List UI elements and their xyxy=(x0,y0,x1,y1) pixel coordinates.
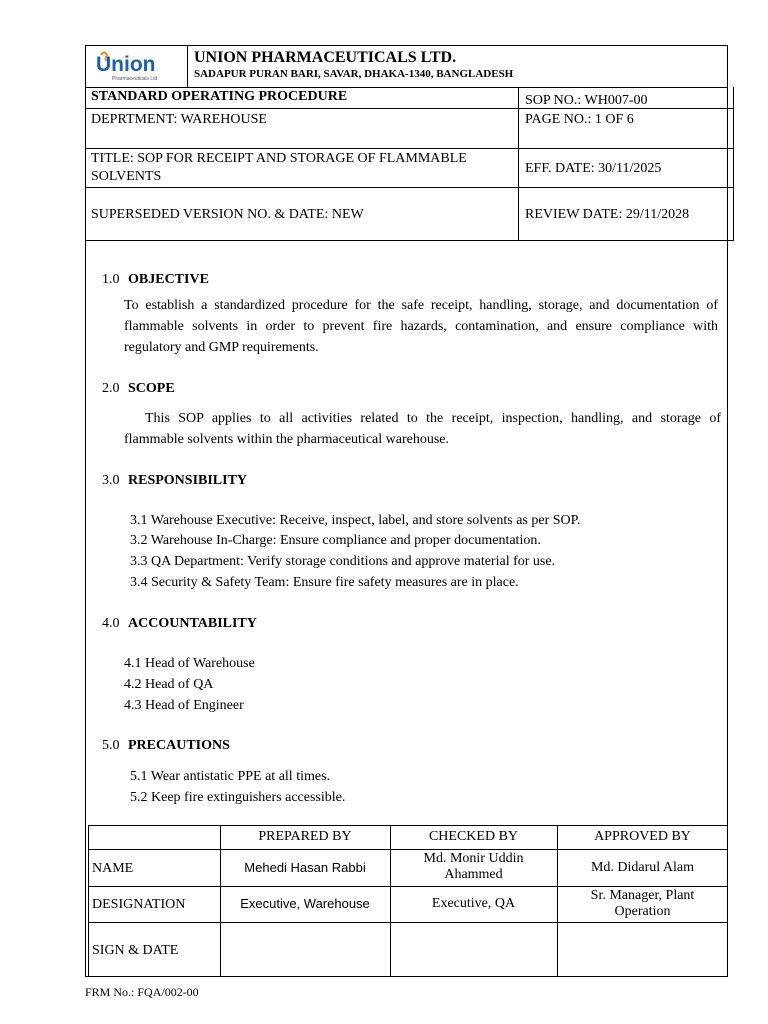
accountability-item: 4.2 Head of QA xyxy=(124,677,214,692)
section-heading-precautions: PRECAUTIONS xyxy=(128,738,230,753)
precaution-item: 5.2 Keep fire extinguishers accessible. xyxy=(130,790,346,805)
accountability-item: 4.3 Head of Engineer xyxy=(124,698,244,713)
header-right-edge xyxy=(733,87,734,240)
section-number: 3.0 xyxy=(102,473,120,488)
svg-text:Pharmaceuticals Ltd: Pharmaceuticals Ltd xyxy=(112,76,158,82)
form-number: FRM No.: FQA/002-00 xyxy=(85,985,199,999)
responsibility-item: 3.4 Security & Safety Team: Ensure fire safety measures are in place. xyxy=(130,575,519,590)
responsibility-item: 3.3 QA Department: Verify storage conditions and approve material for use. xyxy=(130,554,556,569)
approved-designation: Sr. Manager, Plant Operation xyxy=(590,888,695,919)
section-heading-scope: SCOPE xyxy=(128,381,175,396)
header-divider xyxy=(85,148,734,149)
signoff-table-border xyxy=(88,825,89,977)
company-name: UNION PHARMACEUTICALS LTD. xyxy=(194,49,457,66)
row-name: NAME xyxy=(92,861,134,876)
approved-name: Md. Didarul Alam xyxy=(590,860,695,875)
signoff-table-border xyxy=(88,886,728,887)
review-date: REVIEW DATE: 29/11/2028 xyxy=(525,207,690,222)
scope-line: This SOP applies to all activities related to the receipt, inspection, handling, and storage of xyxy=(145,411,721,426)
doc-type: STANDARD OPERATING PROCEDURE xyxy=(91,89,348,104)
header-divider xyxy=(85,240,734,241)
scope-line: flammable solvents within the pharmaceutical warehouse. xyxy=(124,432,450,447)
col-prepared-by: PREPARED BY xyxy=(258,829,352,844)
header-column-divider xyxy=(518,87,519,240)
doc-title-line1: TITLE: SOP FOR RECEIPT AND STORAGE OF FLAMMABLE xyxy=(91,151,467,166)
section-number: 4.0 xyxy=(102,616,120,631)
logo-divider xyxy=(187,45,188,87)
section-number: 2.0 xyxy=(102,381,120,396)
section-number: 1.0 xyxy=(102,272,120,287)
signoff-table-border xyxy=(88,825,728,826)
page-number: PAGE NO.: 1 OF 6 xyxy=(525,112,634,127)
row-designation: DESIGNATION xyxy=(92,897,186,912)
prepared-designation: Executive, Warehouse xyxy=(240,896,370,911)
signoff-table-border xyxy=(88,922,728,923)
prepared-name: Mehedi Hasan Rabbi xyxy=(244,860,366,875)
doc-title-line2: SOLVENTS xyxy=(91,169,162,184)
objective-line: To establish a standardized procedure for the safe receipt, handling, storage, and documentation of xyxy=(124,298,718,313)
svg-text:Union: Union xyxy=(96,53,156,76)
section-number: 5.0 xyxy=(102,738,120,753)
effective-date: EFF. DATE: 30/11/2025 xyxy=(525,161,662,176)
col-checked-by: CHECKED BY xyxy=(428,829,519,844)
accountability-item: 4.1 Head of Warehouse xyxy=(124,656,255,671)
precaution-item: 5.1 Wear antistatic PPE at all times. xyxy=(130,769,331,784)
checked-name: Md. Monir Uddin Ahammed xyxy=(423,851,524,882)
signoff-table-border xyxy=(88,849,728,850)
section-heading-accountability: ACCOUNTABILITY xyxy=(128,616,257,631)
company-address: SADAPUR PURAN BARI, SAVAR, DHAKA-1340, BANGLADESH xyxy=(194,68,514,80)
signoff-table-border xyxy=(557,825,558,977)
objective-line: flammable solvents in order to prevent fire hazards, contamination, and ensure compliance with xyxy=(124,319,718,334)
responsibility-item: 3.2 Warehouse In-Charge: Ensure compliance and proper documentation. xyxy=(130,533,541,548)
objective-line: regulatory and GMP requirements. xyxy=(124,340,319,355)
row-sign-date: SIGN & DATE xyxy=(92,943,179,958)
superseded-version: SUPERSEDED VERSION NO. & DATE: NEW xyxy=(91,207,364,222)
section-heading-objective: OBJECTIVE xyxy=(128,272,209,287)
col-approved-by: APPROVED BY xyxy=(594,829,691,844)
sop-number: SOP NO.: WH007-00 xyxy=(525,93,648,108)
header-divider xyxy=(85,187,734,188)
union-logo xyxy=(90,49,184,83)
department: DEPRTMENT: WAREHOUSE xyxy=(91,112,267,127)
responsibility-item: 3.1 Warehouse Executive: Receive, inspect, label, and store solvents as per SOP. xyxy=(130,513,581,528)
checked-designation: Executive, QA xyxy=(431,896,516,911)
section-heading-responsibility: RESPONSIBILITY xyxy=(128,473,248,488)
